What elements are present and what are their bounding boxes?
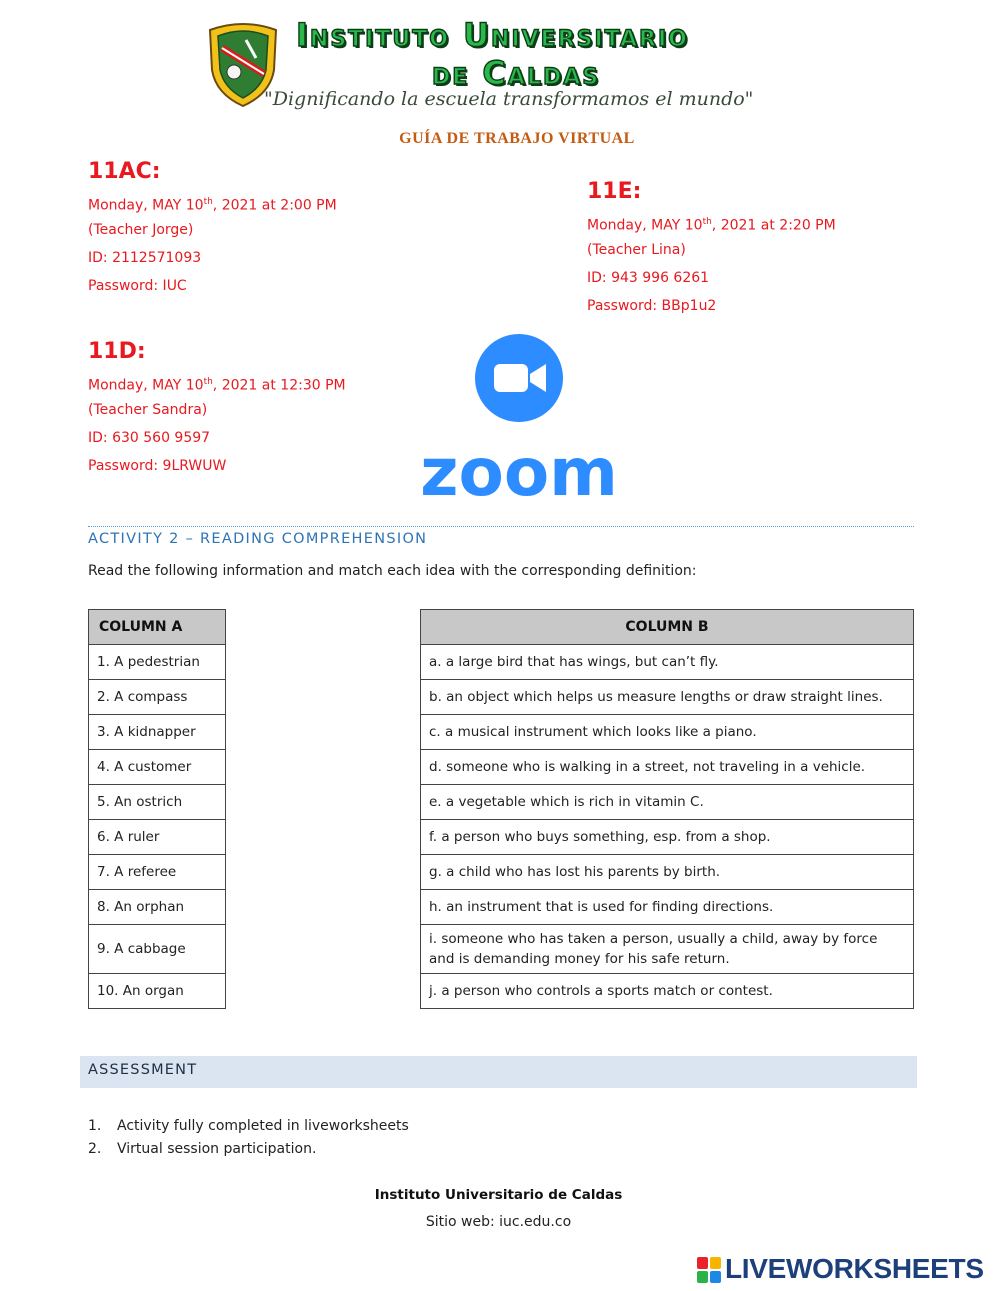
column-a-table: [88, 609, 226, 1009]
column-b-item[interactable]: g. a child who has lost his parents by birth.: [421, 855, 914, 890]
assessment-header-bar: [80, 1056, 917, 1088]
session-11ac: [88, 156, 337, 300]
column-a-item[interactable]: 6. A ruler: [89, 820, 226, 855]
column-a-item[interactable]: 8. An orphan: [89, 890, 226, 925]
session-date: Monday, MAY 10th, 2021 at 12:30 PM: [88, 377, 346, 394]
column-a-header: COLUMN A: [89, 610, 226, 645]
column-a-item[interactable]: 7. A referee: [89, 855, 226, 890]
column-b-item[interactable]: c. a musical instrument which looks like a piano.: [421, 715, 914, 750]
column-b-item[interactable]: b. an object which helps us measure lengths or draw straight lines.: [421, 680, 914, 715]
column-b-header: COLUMN B: [421, 610, 914, 645]
column-b-item[interactable]: d. someone who is walking in a street, not traveling in a vehicle.: [421, 750, 914, 785]
column-a-item[interactable]: 3. A kidnapper: [89, 715, 226, 750]
column-a-item[interactable]: 4. A customer: [89, 750, 226, 785]
school-motto: "Dignificando la escuela transformamos el mundo": [264, 88, 754, 110]
activity-title: ACTIVITY 2 – READING COMPREHENSION: [88, 531, 428, 547]
session-group-label: 11E:: [587, 179, 642, 204]
zoom-wordmark: zoom: [420, 434, 618, 502]
zoom-logo: [408, 330, 630, 502]
session-password: Password: BBp1u2: [587, 298, 717, 314]
school-title-line1: Instituto Universitario: [296, 16, 689, 54]
footer-institution-name: Instituto Universitario de Caldas: [374, 1187, 623, 1203]
section-divider: [88, 526, 914, 527]
guide-title: GUÍA DE TRABAJO VIRTUAL: [399, 130, 635, 147]
session-group-label: 11D:: [88, 339, 146, 364]
footer-website: Sitio web: iuc.edu.co: [425, 1214, 572, 1230]
column-a-item[interactable]: 10. An organ: [89, 974, 226, 1009]
session-date: Monday, MAY 10th, 2021 at 2:20 PM: [587, 217, 836, 234]
assessment-title: ASSESSMENT: [88, 1062, 198, 1078]
session-password: Password: 9LRWUW: [88, 458, 227, 474]
liveworksheets-logo-icon: [697, 1257, 721, 1283]
session-meeting-id: ID: 630 560 9597: [88, 430, 211, 446]
activity-instructions: Read the following information and match each idea with the corresponding definition:: [88, 563, 697, 579]
assessment-item: 1. Activity fully completed in liveworksheets: [88, 1118, 409, 1134]
column-b-item[interactable]: e. a vegetable which is rich in vitamin C.: [421, 785, 914, 820]
column-a-item[interactable]: 1. A pedestrian: [89, 645, 226, 680]
session-11e: [587, 176, 836, 320]
column-b-item[interactable]: f. a person who buys something, esp. from a shop.: [421, 820, 914, 855]
zoom-camera-icon: [475, 334, 563, 422]
column-b-item[interactable]: a. a large bird that has wings, but can’t fly.: [421, 645, 914, 680]
column-b-item[interactable]: j. a person who controls a sports match or contest.: [421, 974, 914, 1009]
liveworksheets-wordmark: LIVEWORKSHEETS: [725, 1253, 984, 1284]
session-11d: [88, 336, 346, 480]
session-group-label: 11AC:: [88, 159, 161, 184]
column-a-item[interactable]: 5. An ostrich: [89, 785, 226, 820]
session-meeting-id: ID: 2112571093: [88, 250, 202, 266]
column-b-item[interactable]: h. an instrument that is used for finding directions.: [421, 890, 914, 925]
session-meeting-id: ID: 943 996 6261: [587, 270, 710, 286]
session-teacher: (Teacher Sandra): [88, 402, 208, 418]
session-teacher: (Teacher Jorge): [88, 222, 194, 238]
session-date: Monday, MAY 10th, 2021 at 2:00 PM: [88, 197, 337, 214]
assessment-item: 2. Virtual session participation.: [88, 1141, 317, 1157]
school-title-line2: de Caldas: [432, 54, 601, 92]
session-teacher: (Teacher Lina): [587, 242, 686, 258]
column-a-item[interactable]: 2. A compass: [89, 680, 226, 715]
column-a-item[interactable]: 9. A cabbage: [89, 925, 226, 974]
session-password: Password: IUC: [88, 278, 187, 294]
column-b-table: [420, 609, 914, 1009]
column-b-item[interactable]: i. someone who has taken a person, usually a child, away by force and is demanding money for his safe return.: [421, 925, 914, 974]
